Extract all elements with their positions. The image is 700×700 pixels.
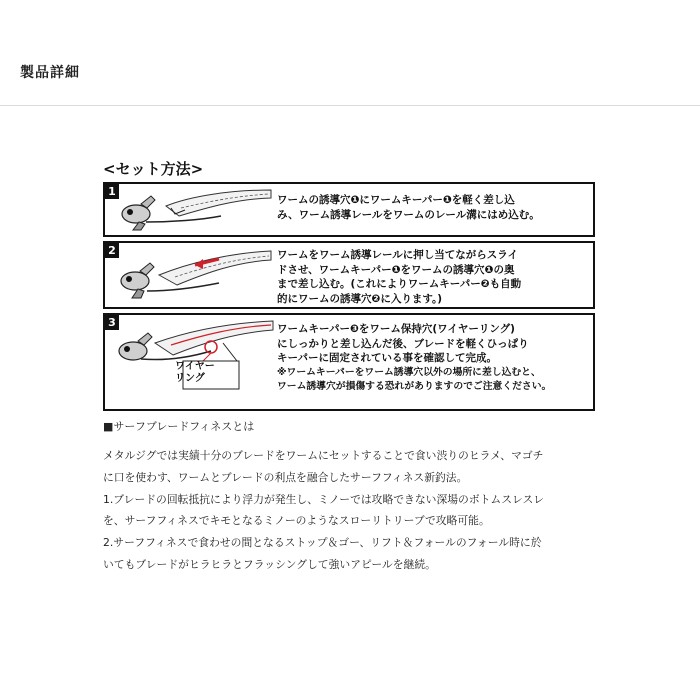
step-3-text: [277, 322, 587, 395]
setup-step-2: [103, 241, 595, 309]
step-2-line: ドさせ、ワームキーパー❶をワームの誘導穴❶の奥: [277, 263, 515, 276]
step-3-line: ワームキーパー❸をワーム保持穴(ワイヤーリング): [277, 323, 515, 335]
step-2-line: まで差し込む。(これによりワームキーパー❷も自動: [277, 278, 522, 290]
page-title: 製品詳細: [20, 65, 80, 81]
wire-ring-label-line: ワイヤー: [175, 361, 215, 372]
step-2-line: ワームをワーム誘導レールに押し当てながらスライ: [277, 249, 518, 261]
paragraph-line: に口を使わす、ワームとブレードの利点を融合したサーフフィネス新釣法。: [103, 470, 468, 484]
step-1-text: [277, 193, 587, 222]
wire-ring-label: [175, 361, 215, 385]
wire-ring-label-line: リング: [175, 373, 205, 384]
setup-step-3: [103, 313, 595, 411]
step-1-line: ワームの誘導穴❶にワームキーパー❶を軽く差し込: [277, 194, 515, 206]
paragraph-line: メタルジグでは実績十分のブレードをワームにセットすることで食い渋りのヒラメ、マゴチ: [103, 449, 544, 462]
step-1-line: み、ワーム誘導レールをワームのレール溝にはめ込む。: [277, 208, 540, 221]
step-3-note-line: ワーム誘導穴が損傷する恐れがありますのでご注意ください。: [277, 381, 552, 392]
step-2-text: [277, 248, 587, 306]
paragraph-line: 1.ブレードの回転抵抗により浮力が発生し、ミノーでは攻略できない深場のボトムスレスレ: [103, 492, 545, 506]
paragraph-line: 2.サーフフィネスで食わせの間となるストップ＆ゴー、リフト＆フォールのフォール時に於: [103, 536, 542, 550]
paragraph-line: を、サーフフィネスでキモとなるミノーのようなスローリトリーブで攻略可能。: [103, 514, 490, 528]
step-3-note-line: ※ワームキーパーをワーム誘導穴以外の場所に差し込むと、: [277, 366, 541, 378]
step-number-1: 1: [105, 184, 119, 199]
about-paragraph: [103, 445, 603, 576]
step-3-line: にしっかりと差し込んだ後、ブレードを軽くひっぱり: [277, 337, 529, 350]
step-2-line: 的にワームの誘導穴❷に入ります。): [277, 292, 443, 305]
paragraph-line: いてもブレードがヒラヒラとフラッシングして強いアピールを継続。: [103, 557, 436, 571]
step-3-line: キーパーに固定されている事を確認して完成。: [277, 352, 497, 364]
about-heading: ■サーフブレードフィネスとは: [103, 420, 255, 433]
step-number-2: 2: [105, 243, 119, 258]
header-divider: [0, 105, 700, 106]
setup-step-1: [103, 182, 595, 237]
step-1-illustration: [111, 186, 276, 234]
setup-title: <セット方法>: [103, 160, 204, 178]
step-2-illustration: [111, 245, 276, 307]
step-number-3: 3: [105, 315, 119, 330]
